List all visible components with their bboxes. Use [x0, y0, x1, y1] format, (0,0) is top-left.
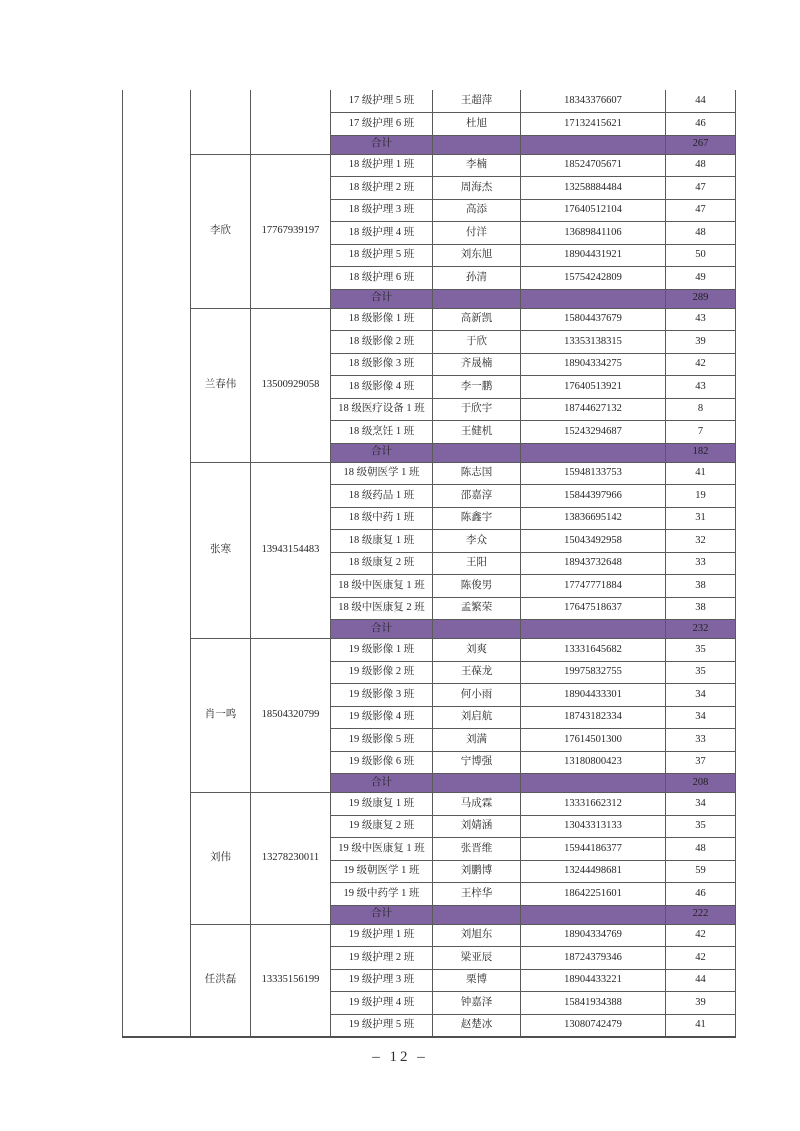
- teacher-phone-cell: 18744627132: [521, 398, 666, 421]
- teacher-phone-cell: 13331645682: [521, 639, 666, 662]
- teacher-phone-cell: 18904433301: [521, 684, 666, 707]
- counselor-phone-cell: 17767939197: [251, 154, 331, 308]
- teacher-phone-cell: 18904334769: [521, 924, 666, 947]
- student-count-cell: 35: [666, 815, 736, 838]
- teacher-name-cell: 王阳: [433, 552, 521, 575]
- roster-table-body: [123, 90, 736, 1037]
- total-empty-cell: [433, 905, 521, 924]
- teacher-phone-cell: 13180800423: [521, 751, 666, 774]
- class-name-cell: 18 级护理 2 班: [331, 177, 433, 200]
- class-name-cell: 18 级影像 4 班: [331, 376, 433, 399]
- counselor-name-cell: 张寒: [191, 462, 251, 639]
- class-name-cell: 18 级护理 6 班: [331, 267, 433, 290]
- total-count-cell: 208: [666, 774, 736, 793]
- teacher-phone-cell: 15754242809: [521, 267, 666, 290]
- student-count-cell: 33: [666, 552, 736, 575]
- class-name-cell: 18 级护理 3 班: [331, 199, 433, 222]
- teacher-name-cell: 王健机: [433, 421, 521, 444]
- teacher-phone-cell: 18904433221: [521, 969, 666, 992]
- student-count-cell: 59: [666, 860, 736, 883]
- teacher-name-cell: 于欣: [433, 331, 521, 354]
- teacher-name-cell: 梁亚辰: [433, 947, 521, 970]
- teacher-phone-cell: 18904334275: [521, 353, 666, 376]
- class-name-cell: 19 级康复 2 班: [331, 815, 433, 838]
- total-empty-cell: [433, 443, 521, 462]
- teacher-phone-cell: 18724379346: [521, 947, 666, 970]
- total-empty-cell: [521, 905, 666, 924]
- student-count-cell: 46: [666, 883, 736, 906]
- student-count-cell: 47: [666, 199, 736, 222]
- student-count-cell: 39: [666, 331, 736, 354]
- teacher-name-cell: 王梓华: [433, 883, 521, 906]
- total-label-cell: 合计: [331, 443, 433, 462]
- student-count-cell: 50: [666, 244, 736, 267]
- teacher-name-cell: 孟繁荣: [433, 597, 521, 620]
- teacher-phone-cell: 15243294687: [521, 421, 666, 444]
- teacher-phone-cell: 17614501300: [521, 729, 666, 752]
- teacher-phone-cell: 13080742479: [521, 1014, 666, 1037]
- teacher-name-cell: 刘东旭: [433, 244, 521, 267]
- student-count-cell: 46: [666, 113, 736, 136]
- counselor-phone-cell: [251, 90, 331, 154]
- class-name-cell: 17 级护理 6 班: [331, 113, 433, 136]
- teacher-name-cell: 付洋: [433, 222, 521, 245]
- teacher-name-cell: 宁博强: [433, 751, 521, 774]
- page-number: – 12 –: [372, 1049, 428, 1065]
- total-label-cell: 合计: [331, 774, 433, 793]
- counselor-phone-cell: 13500929058: [251, 308, 331, 462]
- student-count-cell: 38: [666, 575, 736, 598]
- student-count-cell: 35: [666, 639, 736, 662]
- teacher-phone-cell: 18943732648: [521, 552, 666, 575]
- class-name-cell: 17 级护理 5 班: [331, 90, 433, 113]
- teacher-phone-cell: 15804437679: [521, 308, 666, 331]
- teacher-name-cell: 张晋维: [433, 838, 521, 861]
- teacher-name-cell: 周海杰: [433, 177, 521, 200]
- class-name-cell: 19 级康复 1 班: [331, 793, 433, 816]
- student-count-cell: 42: [666, 947, 736, 970]
- student-count-cell: 19: [666, 485, 736, 508]
- student-count-cell: 47: [666, 177, 736, 200]
- teacher-name-cell: 高添: [433, 199, 521, 222]
- teacher-name-cell: 李楠: [433, 154, 521, 177]
- teacher-phone-cell: 13689841106: [521, 222, 666, 245]
- teacher-name-cell: 李众: [433, 530, 521, 553]
- class-name-cell: 19 级影像 2 班: [331, 661, 433, 684]
- table-row: [123, 639, 736, 662]
- class-name-cell: 19 级影像 1 班: [331, 639, 433, 662]
- counselor-phone-cell: 18504320799: [251, 639, 331, 793]
- class-name-cell: 19 级影像 6 班: [331, 751, 433, 774]
- teacher-phone-cell: 18343376607: [521, 90, 666, 113]
- class-name-cell: 19 级护理 4 班: [331, 992, 433, 1015]
- roster-table: [122, 90, 736, 1038]
- total-count-cell: 222: [666, 905, 736, 924]
- table-row: [123, 924, 736, 947]
- table-row: [123, 793, 736, 816]
- teacher-phone-cell: 17640512104: [521, 199, 666, 222]
- class-name-cell: 18 级影像 1 班: [331, 308, 433, 331]
- counselor-name-cell: 刘伟: [191, 793, 251, 925]
- student-count-cell: 41: [666, 1014, 736, 1037]
- total-empty-cell: [521, 774, 666, 793]
- teacher-phone-cell: 13043313133: [521, 815, 666, 838]
- class-name-cell: 19 级中药学 1 班: [331, 883, 433, 906]
- teacher-phone-cell: 13353138315: [521, 331, 666, 354]
- table-row: [123, 90, 736, 113]
- teacher-name-cell: 陈俊男: [433, 575, 521, 598]
- teacher-name-cell: 李一鹏: [433, 376, 521, 399]
- teacher-name-cell: 王葆龙: [433, 661, 521, 684]
- total-empty-cell: [433, 620, 521, 639]
- class-name-cell: 18 级药品 1 班: [331, 485, 433, 508]
- teacher-phone-cell: 15948133753: [521, 462, 666, 485]
- counselor-name-cell: 兰春伟: [191, 308, 251, 462]
- total-count-cell: 232: [666, 620, 736, 639]
- teacher-phone-cell: 15944186377: [521, 838, 666, 861]
- counselor-name-cell: 任洪磊: [191, 924, 251, 1037]
- teacher-phone-cell: 15844397966: [521, 485, 666, 508]
- class-name-cell: 18 级朝医学 1 班: [331, 462, 433, 485]
- teacher-name-cell: 陈志国: [433, 462, 521, 485]
- counselor-name-cell: [191, 90, 251, 154]
- teacher-name-cell: 孙清: [433, 267, 521, 290]
- class-name-cell: 18 级医疗设备 1 班: [331, 398, 433, 421]
- teacher-phone-cell: 18743182334: [521, 706, 666, 729]
- student-count-cell: 42: [666, 353, 736, 376]
- teacher-phone-cell: 17640513921: [521, 376, 666, 399]
- student-count-cell: 44: [666, 90, 736, 113]
- teacher-name-cell: 钟嘉泽: [433, 992, 521, 1015]
- teacher-phone-cell: 13836695142: [521, 507, 666, 530]
- teacher-name-cell: 赵楚冰: [433, 1014, 521, 1037]
- department-merged-cell: [123, 90, 191, 1037]
- total-count-cell: 182: [666, 443, 736, 462]
- student-count-cell: 48: [666, 154, 736, 177]
- student-count-cell: 33: [666, 729, 736, 752]
- class-name-cell: 18 级护理 1 班: [331, 154, 433, 177]
- class-name-cell: 19 级影像 4 班: [331, 706, 433, 729]
- teacher-name-cell: 马成霖: [433, 793, 521, 816]
- counselor-name-cell: 肖一鸣: [191, 639, 251, 793]
- teacher-phone-cell: 13331662312: [521, 793, 666, 816]
- class-name-cell: 19 级影像 5 班: [331, 729, 433, 752]
- student-count-cell: 48: [666, 838, 736, 861]
- total-label-cell: 合计: [331, 135, 433, 154]
- class-name-cell: 19 级影像 3 班: [331, 684, 433, 707]
- teacher-name-cell: 于欣宇: [433, 398, 521, 421]
- class-name-cell: 18 级中药 1 班: [331, 507, 433, 530]
- class-name-cell: 19 级护理 1 班: [331, 924, 433, 947]
- student-count-cell: 38: [666, 597, 736, 620]
- teacher-name-cell: 刘满: [433, 729, 521, 752]
- total-empty-cell: [521, 135, 666, 154]
- class-name-cell: 19 级护理 5 班: [331, 1014, 433, 1037]
- teacher-phone-cell: 15043492958: [521, 530, 666, 553]
- counselor-name-cell: 李欣: [191, 154, 251, 308]
- class-name-cell: 19 级中医康复 1 班: [331, 838, 433, 861]
- total-empty-cell: [521, 443, 666, 462]
- total-empty-cell: [433, 289, 521, 308]
- teacher-phone-cell: 18904431921: [521, 244, 666, 267]
- teacher-phone-cell: 13258884484: [521, 177, 666, 200]
- student-count-cell: 42: [666, 924, 736, 947]
- total-label-cell: 合计: [331, 289, 433, 308]
- class-name-cell: 18 级护理 5 班: [331, 244, 433, 267]
- student-count-cell: 43: [666, 308, 736, 331]
- teacher-name-cell: 邵嘉淳: [433, 485, 521, 508]
- teacher-name-cell: 刘婧涵: [433, 815, 521, 838]
- student-count-cell: 32: [666, 530, 736, 553]
- student-count-cell: 34: [666, 793, 736, 816]
- class-name-cell: 18 级影像 3 班: [331, 353, 433, 376]
- teacher-phone-cell: 19975832755: [521, 661, 666, 684]
- counselor-phone-cell: 13335156199: [251, 924, 331, 1037]
- class-name-cell: 19 级护理 3 班: [331, 969, 433, 992]
- student-count-cell: 34: [666, 706, 736, 729]
- total-empty-cell: [433, 774, 521, 793]
- teacher-name-cell: 齐晟楠: [433, 353, 521, 376]
- table-row: [123, 308, 736, 331]
- teacher-phone-cell: 13244498681: [521, 860, 666, 883]
- student-count-cell: 48: [666, 222, 736, 245]
- teacher-phone-cell: 15841934388: [521, 992, 666, 1015]
- student-count-cell: 34: [666, 684, 736, 707]
- student-count-cell: 49: [666, 267, 736, 290]
- student-count-cell: 41: [666, 462, 736, 485]
- teacher-name-cell: 刘爽: [433, 639, 521, 662]
- student-count-cell: 8: [666, 398, 736, 421]
- teacher-phone-cell: 17747771884: [521, 575, 666, 598]
- class-name-cell: 19 级朝医学 1 班: [331, 860, 433, 883]
- teacher-name-cell: 刘鹏博: [433, 860, 521, 883]
- total-count-cell: 267: [666, 135, 736, 154]
- student-count-cell: 35: [666, 661, 736, 684]
- student-count-cell: 39: [666, 992, 736, 1015]
- student-count-cell: 31: [666, 507, 736, 530]
- total-empty-cell: [521, 620, 666, 639]
- student-count-cell: 44: [666, 969, 736, 992]
- teacher-name-cell: 刘旭东: [433, 924, 521, 947]
- teacher-name-cell: 王超萍: [433, 90, 521, 113]
- total-label-cell: 合计: [331, 905, 433, 924]
- class-name-cell: 18 级康复 2 班: [331, 552, 433, 575]
- teacher-phone-cell: 18524705671: [521, 154, 666, 177]
- total-empty-cell: [521, 289, 666, 308]
- class-name-cell: 18 级影像 2 班: [331, 331, 433, 354]
- teacher-name-cell: 何小雨: [433, 684, 521, 707]
- teacher-name-cell: 栗博: [433, 969, 521, 992]
- class-name-cell: 19 级护理 2 班: [331, 947, 433, 970]
- counselor-phone-cell: 13278230011: [251, 793, 331, 925]
- teacher-phone-cell: 17132415621: [521, 113, 666, 136]
- class-name-cell: 18 级中医康复 1 班: [331, 575, 433, 598]
- teacher-name-cell: 杜旭: [433, 113, 521, 136]
- table-row: [123, 462, 736, 485]
- teacher-name-cell: 刘启航: [433, 706, 521, 729]
- student-count-cell: 37: [666, 751, 736, 774]
- teacher-phone-cell: 18642251601: [521, 883, 666, 906]
- class-name-cell: 18 级烹饪 1 班: [331, 421, 433, 444]
- table-row: [123, 154, 736, 177]
- student-count-cell: 43: [666, 376, 736, 399]
- total-count-cell: 289: [666, 289, 736, 308]
- teacher-phone-cell: 17647518637: [521, 597, 666, 620]
- total-empty-cell: [433, 135, 521, 154]
- student-count-cell: 7: [666, 421, 736, 444]
- class-name-cell: 18 级护理 4 班: [331, 222, 433, 245]
- class-name-cell: 18 级中医康复 2 班: [331, 597, 433, 620]
- teacher-name-cell: 陈鑫宇: [433, 507, 521, 530]
- counselor-phone-cell: 13943154483: [251, 462, 331, 639]
- total-label-cell: 合计: [331, 620, 433, 639]
- class-name-cell: 18 级康复 1 班: [331, 530, 433, 553]
- teacher-name-cell: 高新凯: [433, 308, 521, 331]
